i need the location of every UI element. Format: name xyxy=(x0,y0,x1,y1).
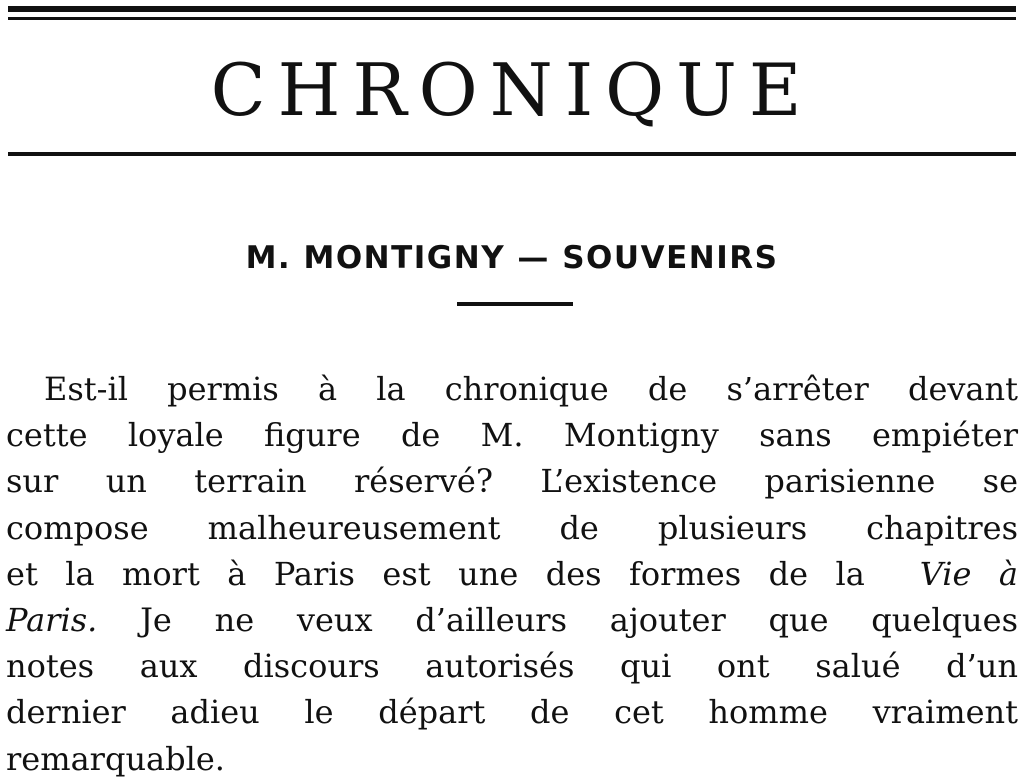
article-body xyxy=(6,366,1018,782)
article-line: compose malheureusement de plusieurs chapitres xyxy=(6,508,1018,547)
masthead-rule xyxy=(8,152,1016,156)
article-line xyxy=(6,597,1018,643)
headline-divider xyxy=(457,302,573,306)
top-double-rule-thick xyxy=(8,6,1016,12)
article-line: dernier adieu le départ de cet homme vraiment xyxy=(6,693,1018,732)
article-line: cette loyale figure de M. Montigny sans empiéter xyxy=(6,416,1018,455)
article-line: notes aux discours autorisés qui ont salué d’un xyxy=(6,647,1018,686)
article-line xyxy=(6,551,1018,597)
italic-title-text: Vie à xyxy=(919,554,1019,593)
article-headline: M. MONTIGNY — SOUVENIRS xyxy=(245,240,779,276)
article-text: Je ne veux d’ailleurs ajouter que quelques xyxy=(140,601,1019,640)
article-line: Est-il permis à la chronique de s’arrêter devant xyxy=(44,370,1018,408)
masthead-title: CHRONIQUE xyxy=(210,48,814,132)
article-text: et la mort à Paris est une des formes de la xyxy=(6,554,865,593)
italic-title-text: Paris. xyxy=(6,601,98,640)
article-line: sur un terrain réservé? L’existence parisienne se xyxy=(6,462,1018,501)
article-line: remarquable. xyxy=(6,739,225,778)
top-double-rule-thin xyxy=(8,17,1016,20)
